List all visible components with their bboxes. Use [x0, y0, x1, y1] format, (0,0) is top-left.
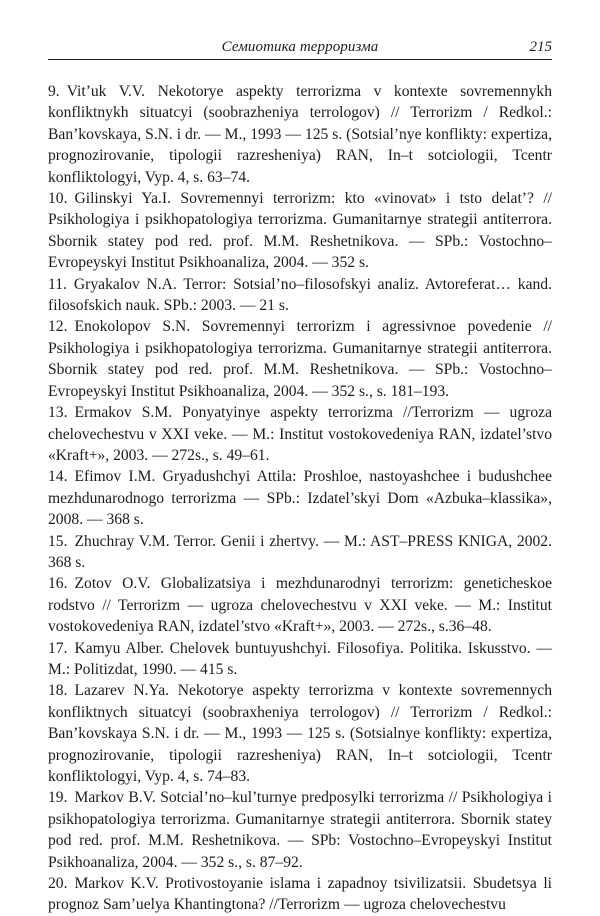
bibliography-entry — [48, 81, 552, 188]
bibliography-entry — [48, 402, 552, 466]
bibliography-entry — [48, 466, 552, 530]
entry-number: 12. — [48, 318, 68, 336]
entry-number: 13. — [48, 404, 68, 422]
entry-text: Markov K.V. Protivostoyanie islama i zapadnoy tsivilizatsii. Sbudetsya li prognoz Sam’uelya Khantingtona? //Terrorizm — ugroza chelovechestvu — [48, 875, 552, 914]
entry-number: 15. — [48, 532, 68, 550]
entry-number: 18. — [48, 682, 68, 700]
entry-text: Efimov I.M. Gryadushchyi Attila: Proshloe, nastoyashchee i budushchee mezhdunarodnogo terrorizma — SPb.: Izdatel’skyi Dom «Azbuka–klassika», 2008. — 368 s. — [48, 468, 552, 529]
bibliography-entry — [48, 638, 552, 681]
entry-text: Markov B.V. Sotcial’no–kul’turnye predposylki terrorizma // Psikhologiya i psikhopatologiya terrorizma. Gumanitarnye strategii antiterrora. Sbornik statey pod red. prof. M.M. Reshetnikova. — SPb: Vostochno–Evropeyskyi Institut Psikhoanaliza, 2004. — 352 s., s. 87–92. — [48, 789, 552, 871]
entry-text: Zotov O.V. Globalizatsiya i mezhdunarodnyi terrorizm: geneticheskoe rodstvo // Terrorizm — ugroza chelovechestvu v XXI veke. — M.: Institut vostokovedeniya RAN, izdatel’stvo «Kraft+», 2003. — 272s., s.36–48. — [48, 575, 552, 636]
entry-text: Zhuchray V.M. Terror. Genii i zhertvy. — M.: AST–PRESS KNIGA, 2002. 368 s. — [48, 532, 552, 571]
entry-text: Gryakalov N.A. Terror: Sotsial’no–filosofskyi analiz. Avtoreferat… kand. filosofskich nauk. SPb.: 2003. — 21 s. — [48, 275, 552, 315]
entry-text: Lazarev N.Ya. Nekotorye aspekty terrorizma v kontexte sovremennych konfliktnych situatcyi (soobraxheniya terrologov) // Terrorizm / Redkol.: Ban’kovskaya S.N. i dr. — M., 1993 — 125 s. (Sotsialnye konflikty: expertiza, prognozirovanie, tipologii razresheniya) RAN, In–t sotciologii, Tcentr konfliktologyi, Vyp. 4, s. 74–83. — [48, 682, 552, 785]
page-number: 215 — [529, 39, 552, 55]
entry-number: 11. — [48, 275, 67, 293]
running-header — [48, 34, 552, 60]
entry-number: 10. — [48, 190, 68, 208]
entry-number: 14. — [48, 468, 68, 486]
bibliography-entry — [48, 316, 552, 402]
entry-number: 16. — [48, 575, 68, 593]
entry-text: Kamyu Alber. Chelovek buntuyushchyi. Filosofiya. Politika. Iskusstvo. — M.: Politizdat, 1990. — 415 s. — [48, 639, 552, 678]
bibliography-entry — [48, 680, 552, 787]
bibliography-entry — [48, 274, 552, 317]
bibliography-entry — [48, 531, 552, 574]
running-title: Семиотика терроризма — [221, 39, 379, 55]
bibliography-list — [48, 81, 552, 916]
header-rule — [48, 59, 552, 60]
entry-number: 19. — [48, 789, 68, 807]
bibliography-entry — [48, 573, 552, 637]
bibliography-entry — [48, 188, 552, 274]
entry-number: 17. — [48, 639, 68, 657]
bibliography-entry — [48, 873, 552, 916]
bibliography-entry — [48, 787, 552, 873]
entry-number: 20. — [48, 875, 68, 893]
entry-text: Vit’uk V.V. Nekotorye aspekty terrorizma v kontexte sovremennykh konfliktnykh situatcyi (soobrazheniya terrologov) // Terrorizm / Redkol.: Ban’kovskaya, S.N. i dr. — M., 1993 — 125 s. (Sotsial’nye konflikty: expertiza, prognozirovanie, tipologii razresheniya) RAN, In–t sotciologii, Tcentr konfliktologyi, Vyp. 4, s. 63–74. — [48, 83, 552, 186]
entry-text: Enokolopov S.N. Sovremennyi terrorizm i agressivnoe povedenie // Psikhologiya i psikhopatologiya terrorizma. Gumanitarnye strategii antiterrora. Sbornik statey pod red. prof. M.M. Reshetnikova. — SPb.: Vostochno–Evropeyskyi Institut Psikhoanaliza, 2004. — 352 s., s. 181–193. — [48, 318, 552, 400]
entry-text: Ermakov S.M. Ponyatyinye aspekty terrorizma //Terrorizm — ugroza chelovechestvu v XXI veke. — M.: Institut vostokovedeniya RAN, izdatel’stvo «Kraft+», 2003. — 272s., s. 49–61. — [48, 404, 552, 464]
entry-text: Gilinskyi Ya.I. Sovremennyi terrorizm: kto «vinovat» i tsto delat’? // Psikhologiya i psikhopatologiya terrorizma. Gumanitarnye strategii antiterrora. Sbornik statey pod red. prof. M.M. Reshetnikova. — SPb.: Vostochno–Evropeyskyi Institut Psikhoanaliza, 2004. — 352 s. — [48, 190, 552, 272]
entry-number: 9. — [48, 83, 60, 100]
